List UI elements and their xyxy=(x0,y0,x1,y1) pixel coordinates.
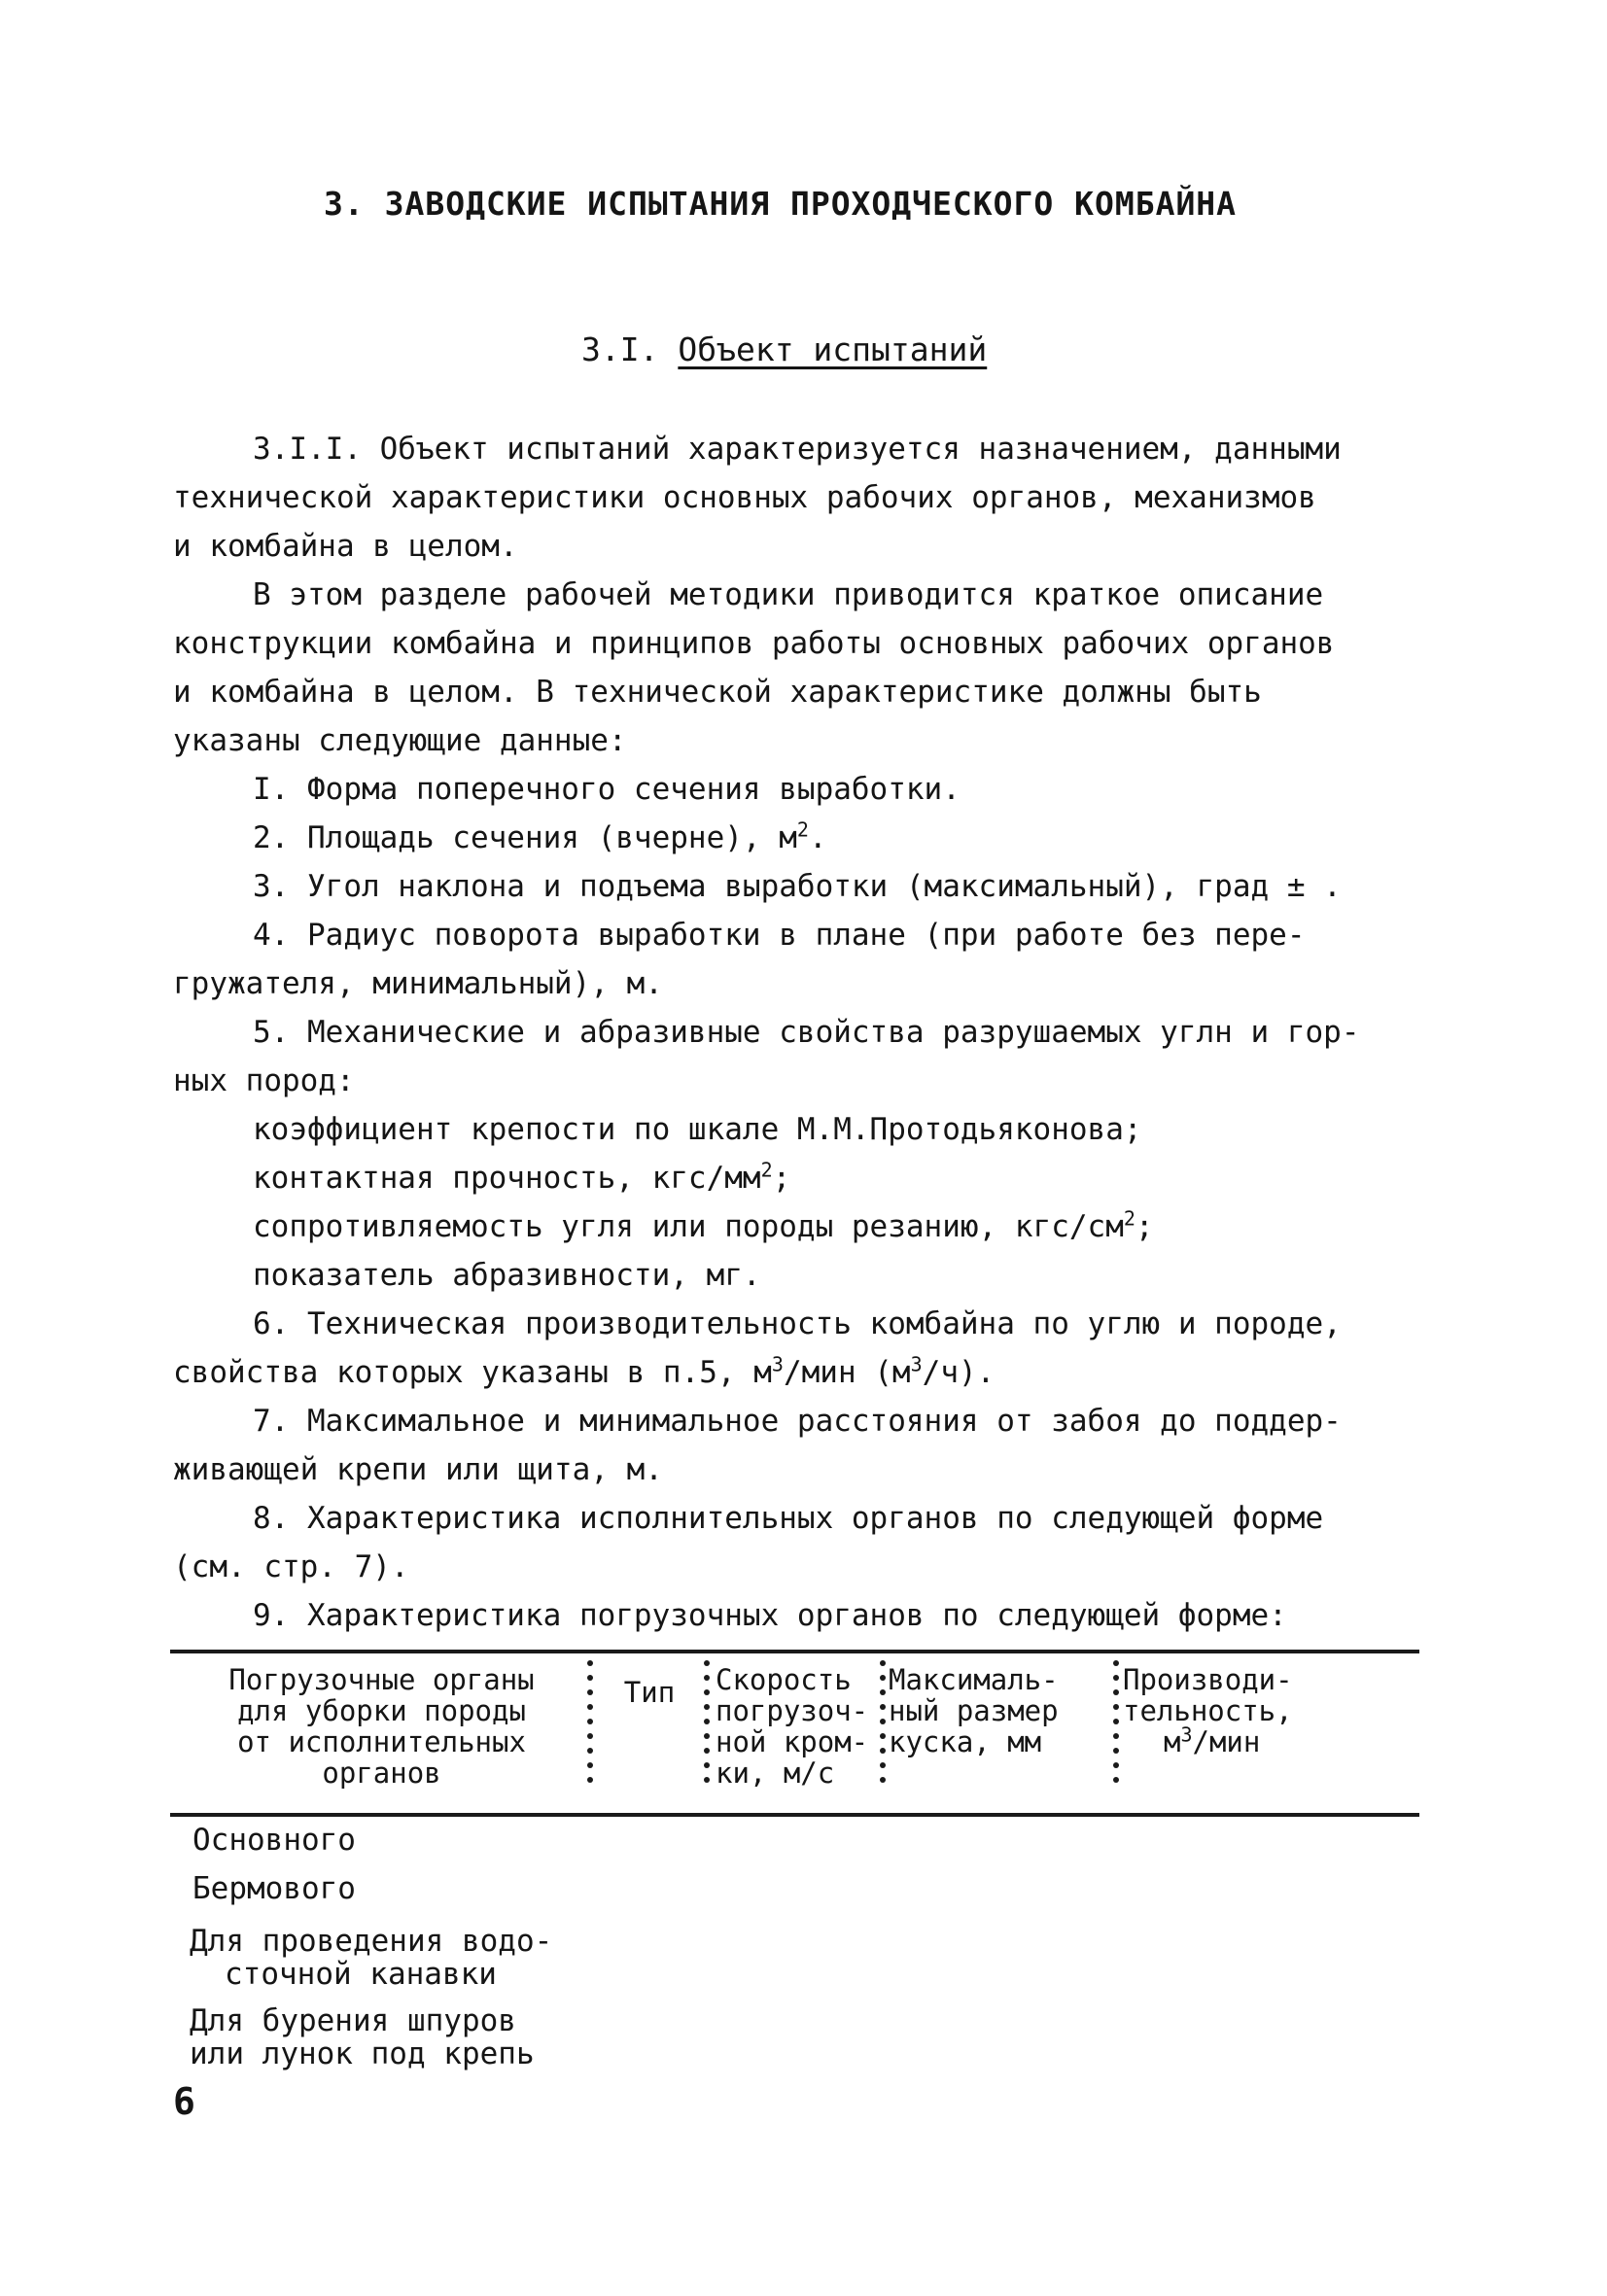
text-fragment: /мин xyxy=(1192,1725,1261,1758)
paragraph-line: В этом разделе рабочей методики приводится краткое описание xyxy=(253,577,1324,612)
row-line: Для бурения шпуров xyxy=(190,2003,516,2038)
table-top-rule xyxy=(170,1650,1419,1653)
paragraph-line: указаны следующие данные: xyxy=(173,723,627,758)
sub-list-item xyxy=(253,1154,790,1202)
superscript: 2 xyxy=(1123,1206,1135,1231)
row-line: Основного xyxy=(192,1823,356,1858)
list-item: 9. Характеристика погрузочных органов по следующей форме: xyxy=(253,1598,1287,1633)
header-line: куска, мм xyxy=(889,1725,1042,1758)
table-header-speed xyxy=(716,1664,873,1789)
header-line: Максималь- xyxy=(889,1663,1059,1696)
list-item: 8. Характеристика исполнительных органов по следующей форме xyxy=(253,1501,1324,1536)
list-item: 5. Механические и абразивные свойства разрушаемых углн и гор- xyxy=(253,1015,1360,1050)
list-item-continuation: гружателя, минимальный), м. xyxy=(173,966,663,1001)
table-header-productivity xyxy=(1123,1664,1317,1757)
header-line: от исполнительных xyxy=(237,1725,526,1758)
text-fragment: . xyxy=(808,820,827,855)
list-item-continuation: (см. стр. 7). xyxy=(173,1549,409,1584)
text-fragment: /ч). xyxy=(922,1355,996,1390)
list-item: 3. Угол наклона и подъема выработки (максимальный), град ± . xyxy=(253,869,1342,904)
header-line: ки, м/с xyxy=(716,1757,835,1790)
list-item-continuation: живающей крепи или щита, м. xyxy=(173,1452,663,1487)
sub-list-item: коэффициент крепости по шкале М.М.Протодьяконова; xyxy=(253,1112,1142,1147)
list-item: 7. Максимальное и минимальное расстояния от забоя до поддер- xyxy=(253,1404,1342,1439)
subsection-number: 3.I. xyxy=(581,330,659,368)
table-row-label xyxy=(192,1872,356,1905)
paragraph-line: 3.I.I. Объект испытаний характеризуется назначением, данными xyxy=(253,432,1342,467)
paragraph-line: и комбайна в целом. xyxy=(173,529,518,564)
table-header-type xyxy=(605,1677,694,1708)
superscript: 3 xyxy=(771,1352,784,1376)
table-header-max-size xyxy=(889,1664,1093,1757)
text-fragment: /мин (м xyxy=(783,1355,911,1390)
paragraph-line: и комбайна в целом. В технической характеристике должны быть xyxy=(173,675,1262,710)
page-number: 6 xyxy=(173,2080,195,2123)
table-header-organs xyxy=(190,1664,574,1789)
list-item: I. Форма поперечного сечения выработки. xyxy=(253,772,961,807)
text-fragment: ; xyxy=(772,1161,791,1196)
header-line: ной кром- xyxy=(716,1725,869,1758)
header-line: Погрузочные органы xyxy=(228,1663,535,1696)
column-separator xyxy=(1113,1660,1119,1792)
section-title: 3. ЗАВОДСКИЕ ИСПЫТАНИЯ ПРОХОДЧЕСКОГО КОМБАЙНА xyxy=(324,185,1238,223)
header-line: для уборки породы xyxy=(237,1694,526,1727)
table-header-rule xyxy=(170,1813,1419,1817)
text-fragment: 2. Площадь сечения (вчерне), м xyxy=(253,820,797,855)
superscript: 2 xyxy=(760,1158,773,1182)
text-fragment: свойства которых указаны в п.5, м xyxy=(173,1355,772,1390)
text-fragment: ; xyxy=(1135,1209,1154,1244)
list-item: 6. Техническая производительность комбайна по углю и породе, xyxy=(253,1306,1342,1341)
header-line: ный размер xyxy=(889,1694,1059,1727)
subsection-title: Объект испытаний xyxy=(678,330,988,368)
text-fragment: м xyxy=(1164,1725,1181,1758)
subsection-heading xyxy=(581,330,987,368)
text-fragment: контактная прочность, кгс/мм xyxy=(253,1161,761,1196)
paragraph-line: конструкции комбайна и принципов работы основных рабочих органов xyxy=(173,626,1335,661)
list-item: 4. Радиус поворота выработки в плане (при работе без пере- xyxy=(253,918,1306,953)
superscript: 3 xyxy=(1180,1722,1193,1747)
text-fragment: сопротивляемость угля или породы резанию, кгс/см xyxy=(253,1209,1124,1244)
sub-list-item xyxy=(253,1202,1154,1251)
table-row-label xyxy=(192,1824,356,1857)
column-separator xyxy=(587,1660,593,1792)
header-line: Производи- xyxy=(1123,1663,1293,1696)
paragraph-line: технической характеристики основных рабочих органов, механизмов xyxy=(173,480,1316,515)
header-line: органов xyxy=(322,1757,441,1790)
header-line: Тип xyxy=(623,1676,676,1709)
row-line: или лунок под крепь xyxy=(190,2036,535,2071)
header-line xyxy=(1123,1722,1317,1758)
list-item-continuation: ных пород: xyxy=(173,1063,355,1098)
header-line: погрузоч- xyxy=(716,1694,869,1727)
row-line: Для проведения водо- xyxy=(190,1924,553,1959)
row-line: Бермового xyxy=(192,1871,356,1906)
list-item-continuation xyxy=(173,1348,995,1397)
sub-list-item: показатель абразивности, мг. xyxy=(253,1258,761,1293)
header-line: Скорость xyxy=(716,1663,852,1696)
table-row-label xyxy=(190,1925,552,1991)
superscript: 3 xyxy=(910,1352,923,1376)
column-separator xyxy=(880,1660,886,1792)
header-line: тельность, xyxy=(1123,1694,1293,1727)
row-line: сточной канавки xyxy=(225,1957,497,1992)
list-item xyxy=(253,814,827,862)
superscript: 2 xyxy=(796,818,809,842)
table-row-label xyxy=(190,2004,535,2070)
column-separator xyxy=(704,1660,710,1792)
